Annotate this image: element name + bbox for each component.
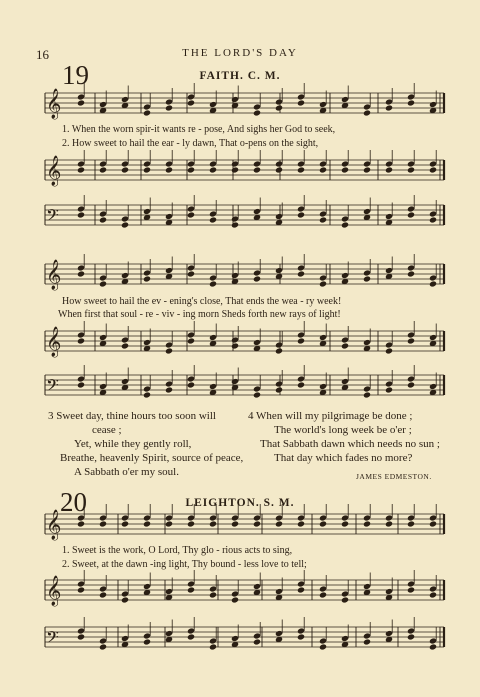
note-head: [165, 386, 173, 393]
treble-clef: 𝄞: [46, 89, 62, 119]
note-head: [231, 221, 239, 228]
h19-s2-lyric-2: When first that soul - re - viv - ing morn Sheds forth new rays of light!: [58, 309, 341, 320]
note-head: [209, 166, 217, 173]
h19-s1-lyric-2: 2. How sweet to hail the ear - ly dawn, That o-pens on the sight,: [62, 138, 319, 149]
h20-lyric-2: 2. Sweet, at the dawn -ing light, Thy bound - less love to tell;: [62, 559, 307, 570]
note-head: [275, 386, 283, 393]
note-head: [99, 643, 107, 650]
note-head: [99, 280, 107, 287]
note-head: [385, 104, 393, 111]
note-head: [407, 166, 415, 173]
page-number: 16: [36, 47, 49, 62]
h19-s2-lyric-1: How sweet to hail the ev - ening's close, That ends the wea - ry week!: [62, 296, 342, 307]
note-head: [77, 586, 85, 593]
note-head: [77, 270, 85, 277]
note-head: [253, 275, 261, 282]
note-head: [187, 381, 195, 388]
note-head: [297, 166, 305, 173]
note-head: [231, 166, 239, 173]
author-credit: JAMES EDMESTON.: [356, 472, 432, 481]
note-head: [231, 596, 239, 603]
note-head: [253, 638, 261, 645]
note-head: [99, 520, 107, 527]
note-head: [319, 643, 327, 650]
running-title: THE LORD'S DAY: [182, 47, 298, 59]
note-head: [143, 520, 151, 527]
note-head: [429, 280, 437, 287]
note-head: [187, 586, 195, 593]
bass-clef: 𝄢: [46, 627, 59, 651]
note-head: [187, 633, 195, 640]
note-head: [297, 586, 305, 593]
note-head: [165, 104, 173, 111]
note-head: [253, 109, 261, 116]
note-head: [407, 211, 415, 218]
note-head: [77, 166, 85, 173]
note-head: [363, 638, 371, 645]
note-head: [121, 342, 129, 349]
treble-clef: 𝄞: [46, 156, 62, 186]
verse-4-line-3: That Sabbath dawn which needs no sun ;: [260, 438, 440, 450]
hymn-20-title: LEIGHTON. S. M.: [185, 497, 295, 509]
verse-3-line-4: Breathe, heavenly Spirit, source of peace,: [60, 452, 244, 464]
note-head: [319, 216, 327, 223]
verse-3-line-2: cease ;: [92, 424, 122, 436]
note-head: [341, 596, 349, 603]
verse-3-line-1: 3 Sweet day, thine hours too soon will: [48, 410, 216, 422]
note-head: [253, 391, 261, 398]
note-head: [253, 520, 261, 527]
note-head: [209, 520, 217, 527]
note-head: [429, 591, 437, 598]
note-head: [275, 166, 283, 173]
hymn-20-number: 20: [60, 487, 87, 517]
note-head: [165, 347, 173, 354]
verse-4-line-2: The world's long week be o'er ;: [274, 424, 412, 436]
note-head: [143, 275, 151, 282]
note-head: [363, 109, 371, 116]
note-head: [297, 99, 305, 106]
note-head: [187, 270, 195, 277]
note-head: [407, 586, 415, 593]
note-head: [319, 520, 327, 527]
note-head: [297, 337, 305, 344]
note-head: [407, 99, 415, 106]
note-head: [187, 520, 195, 527]
treble-clef: 𝄞: [46, 510, 62, 540]
note-head: [385, 386, 393, 393]
note-head: [253, 166, 261, 173]
note-head: [121, 520, 129, 527]
note-head: [165, 166, 173, 173]
treble-clef: 𝄞: [46, 260, 62, 290]
verse-4-line-1: 4 When will my pilgrimage be done ;: [248, 410, 413, 422]
note-head: [99, 166, 107, 173]
note-head: [187, 99, 195, 106]
note-head: [275, 520, 283, 527]
note-head: [99, 216, 107, 223]
note-head: [429, 166, 437, 173]
note-head: [231, 342, 239, 349]
note-head: [341, 166, 349, 173]
note-head: [297, 633, 305, 640]
note-head: [319, 166, 327, 173]
note-head: [99, 591, 107, 598]
note-head: [319, 591, 327, 598]
note-head: [385, 520, 393, 527]
note-head: [385, 347, 393, 354]
treble-clef: 𝄞: [46, 327, 62, 357]
treble-clef: 𝄞: [46, 576, 62, 606]
note-head: [429, 520, 437, 527]
note-head: [341, 520, 349, 527]
note-head: [121, 596, 129, 603]
note-head: [385, 166, 393, 173]
note-head: [341, 342, 349, 349]
note-head: [77, 337, 85, 344]
verse-3-line-5: A Sabbath o'er my soul.: [74, 466, 179, 478]
note-head: [363, 391, 371, 398]
note-head: [407, 337, 415, 344]
bass-clef: 𝄢: [46, 205, 59, 229]
note-head: [77, 381, 85, 388]
note-head: [429, 216, 437, 223]
note-head: [187, 166, 195, 173]
note-head: [341, 221, 349, 228]
hymn-19-title: FAITH. C. M.: [199, 70, 281, 82]
note-head: [231, 520, 239, 527]
note-head: [209, 591, 217, 598]
note-head: [187, 337, 195, 344]
h19-s1-lyric-1: 1. When the worn spir-it wants re - pose, And sighs her God to seek,: [62, 124, 336, 135]
note-head: [297, 211, 305, 218]
note-head: [209, 643, 217, 650]
note-head: [187, 211, 195, 218]
note-head: [77, 211, 85, 218]
note-head: [363, 520, 371, 527]
note-head: [429, 643, 437, 650]
verse-4-line-4: That day which fades no more?: [274, 452, 413, 464]
h20-lyric-1: 1. Sweet is the work, O Lord, Thy glo - rious acts to sing,: [62, 545, 293, 556]
note-head: [209, 216, 217, 223]
note-head: [143, 166, 151, 173]
note-head: [363, 275, 371, 282]
note-head: [77, 520, 85, 527]
note-head: [143, 109, 151, 116]
note-head: [407, 633, 415, 640]
note-head: [165, 520, 173, 527]
note-head: [297, 270, 305, 277]
verse-3-line-3: Yet, while they gently roll,: [74, 438, 192, 450]
note-head: [209, 280, 217, 287]
note-head: [363, 166, 371, 173]
hymn-19-number: 19: [62, 60, 89, 90]
note-head: [121, 166, 129, 173]
note-head: [407, 381, 415, 388]
note-head: [121, 221, 129, 228]
note-head: [77, 99, 85, 106]
note-head: [77, 633, 85, 640]
note-head: [275, 104, 283, 111]
note-head: [275, 347, 283, 354]
note-head: [319, 280, 327, 287]
note-head: [143, 391, 151, 398]
bass-clef: 𝄢: [46, 375, 59, 399]
note-head: [297, 381, 305, 388]
note-head: [143, 638, 151, 645]
note-head: [297, 520, 305, 527]
note-head: [407, 270, 415, 277]
note-head: [407, 520, 415, 527]
